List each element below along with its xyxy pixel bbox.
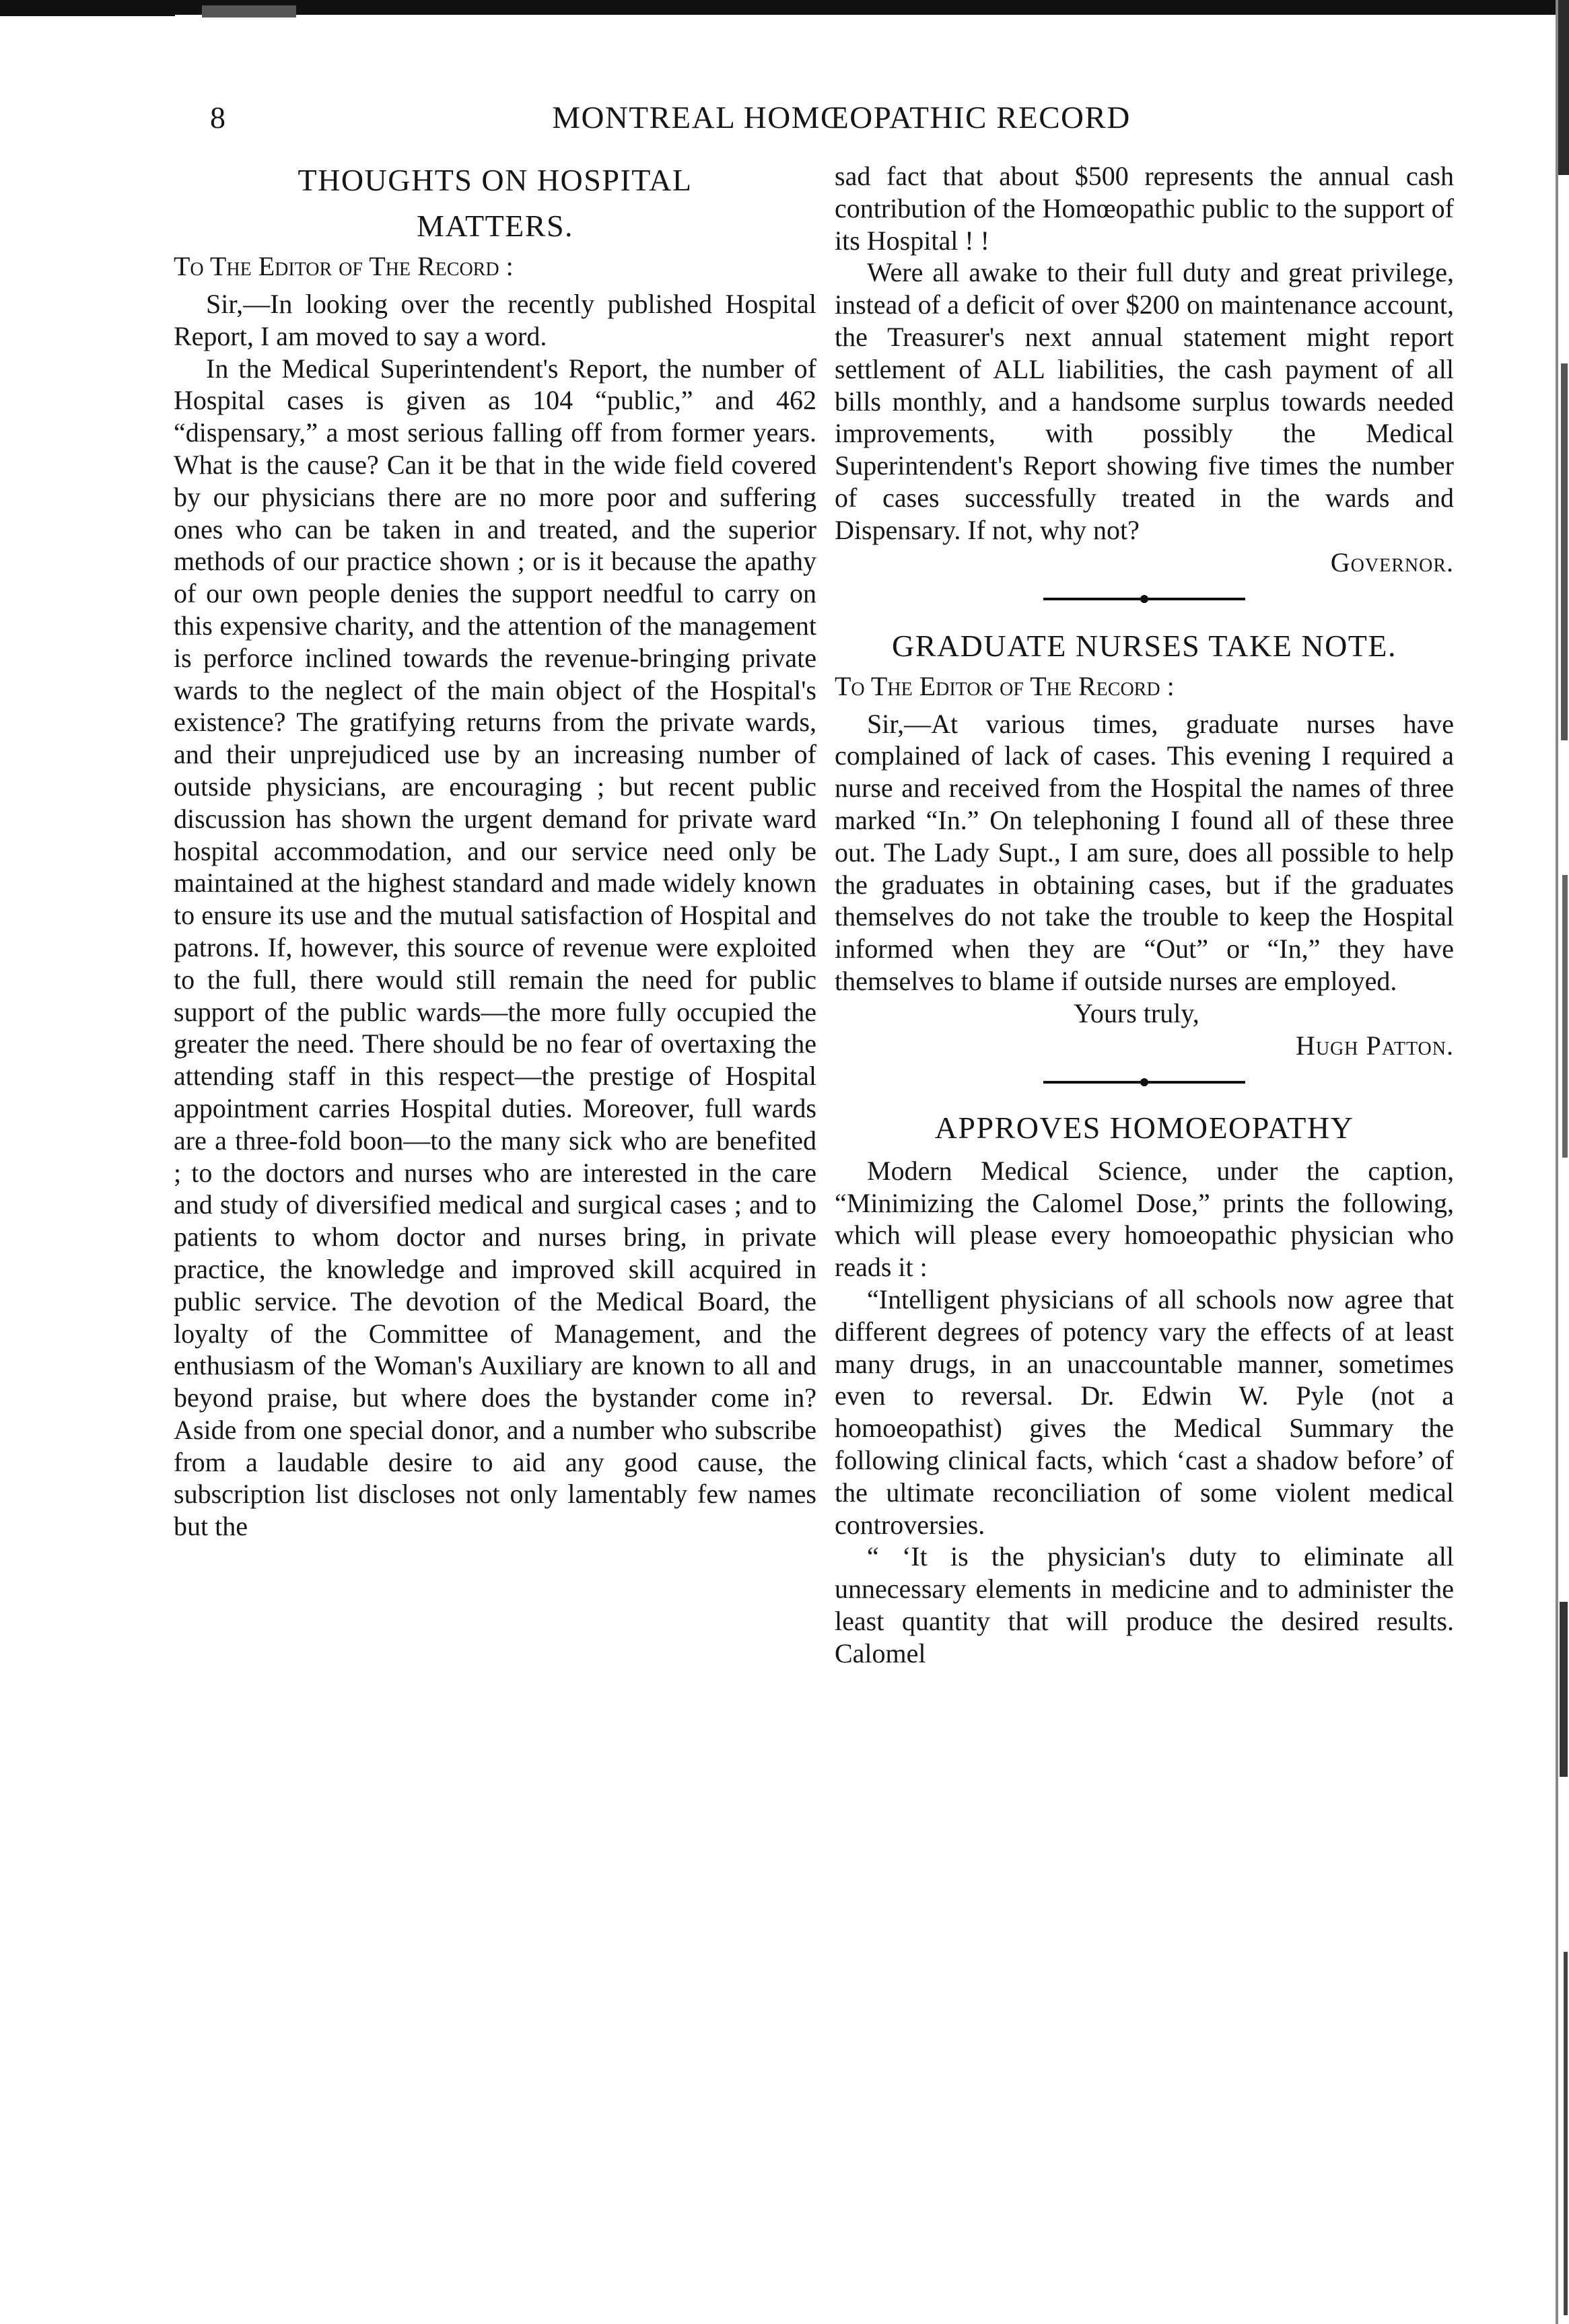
right-column <box>835 160 1454 1669</box>
signature: Governor. <box>1330 547 1454 577</box>
article-paragraph: Were all awake to their full duty and great privilege, instead of a deficit of over $200 on maintenance account, the Treasurer's next annual statement might report settlement of ALL liabilities, the cash payment of all bills monthly, and a handsome surplus towards needed improvements, with possibly the Medical Superintendent's Report showing five times the number of cases successfully treated in the wards and Dispensary. If not, why not? <box>835 257 1454 545</box>
signature: Hugh Patton. <box>1295 1030 1454 1061</box>
article-paragraph: “Intelligent physicians of all schools now agree that different degrees of potency vary the effects of at least many drugs, in an unaccountable manner, sometimes even to reversal. Dr. Edwin W. Pyle (not a homoeopathist) gives the Medical Summary the following clinical facts, which ‘cast a shadow before’ of the ultimate reconciliation of some violent medical controversies. <box>835 1283 1454 1540</box>
page-number: 8 <box>210 100 225 135</box>
page-edge-shadow <box>1551 0 1569 2324</box>
section-divider <box>1043 1062 1245 1100</box>
salutation: To The Editor of The Record : <box>835 670 1175 701</box>
article-paragraph: Sir,—In looking over the recently published Hospital Report, I am moved to say a word. <box>174 289 816 351</box>
article-paragraph-continued: sad fact that about $500 represents the annual cash contribution of the Homœopathic public to the support of its Hospital ! ! <box>835 161 1454 256</box>
article-title: APPROVES HOMOEOPATHY <box>934 1110 1354 1145</box>
article-title-continued: MATTERS. <box>416 209 574 243</box>
top-edge-rule <box>0 0 1569 20</box>
running-title: MONTREAL HOMŒOPATHIC RECORD <box>552 100 1131 135</box>
salutation: To The Editor of The Record : <box>174 251 514 281</box>
section-divider <box>1043 579 1245 617</box>
article-title: GRADUATE NURSES TAKE NOTE. <box>891 628 1397 663</box>
article-title: THOUGHTS ON HOSPITAL <box>298 163 693 197</box>
article-paragraph: Modern Medical Science, under the caption, “Minimizing the Calomel Dose,” prints the following, which will please every homoeopathic physician who reads it : <box>835 1155 1454 1283</box>
article-paragraph: In the Medical Superintendent's Report, the number of Hospital cases is given as 104 “public,” and 462 “dispensary,” a most serious falling off from former years. What is the cause? Can it be that in the wide field covered by our physicians there are no more poor and suffering ones who can be taken in and treated, and the superior methods of our practice shown ; or is it because the apathy of our own people denies the support needful to carry on this expensive charity, and the attention of the management is perforce inclined towards the revenue-bringing private wards to the neglect of the main object of the Hospital's existence? The gratifying returns from the private wards, and their unprejudiced use by an increasing number of outside physicians, are encouraging ; but recent public discussion has shown the urgent demand for private ward hospital accommodation, and our service need only be maintained at the highest standard and made widely known to ensure its use and the mutual satisfaction of Hospital and patrons. If, however, this source of revenue were exploited to the full, there would still remain the need for public support of the public wards—the more fully occupied the greater the need. There should be no fear of overtaxing the attending staff in this respect—the prestige of Hospital appointment carries Hospital duties. Moreover, full wards are a three-fold boon—to the many sick who are benefited ; to the doctors and nurses who are interested in the care and study of diversified medical and surgical cases ; and to patients to whom doctor and nurses bring, in private practice, the knowledge and improved skill acquired in public service. The devotion of the Medical Board, the loyalty of the Committee of Management, and the enthusiasm of the Woman's Auxiliary are known to all and beyond praise, but where does the bystander come in? Aside from one special donor, and a number who subscribe from a laudable desire to aid any good cause, the subscription list discloses not only lamentably few names but the <box>174 353 816 1542</box>
closing-line: Yours truly, <box>1074 997 1199 1028</box>
article-paragraph: “ ‘It is the physician's duty to eliminate all unnecessary elements in medicine and to administer the least quantity that will produce the desired results. Calomel <box>835 1541 1454 1668</box>
article-paragraph: Sir,—At various times, graduate nurses have complained of lack of cases. This evening I required a nurse and received from the Hospital the names of three marked “In.” On telephoning I found all of these three out. The Lady Supt., I am sure, does all possible to help the graduates in obtaining cases, but if the graduates themselves do not take the trouble to keep the Hospital informed when they are “Out” or “In,” they have themselves to blame if outside nurses are employed. <box>835 708 1454 996</box>
left-column <box>174 160 816 1543</box>
